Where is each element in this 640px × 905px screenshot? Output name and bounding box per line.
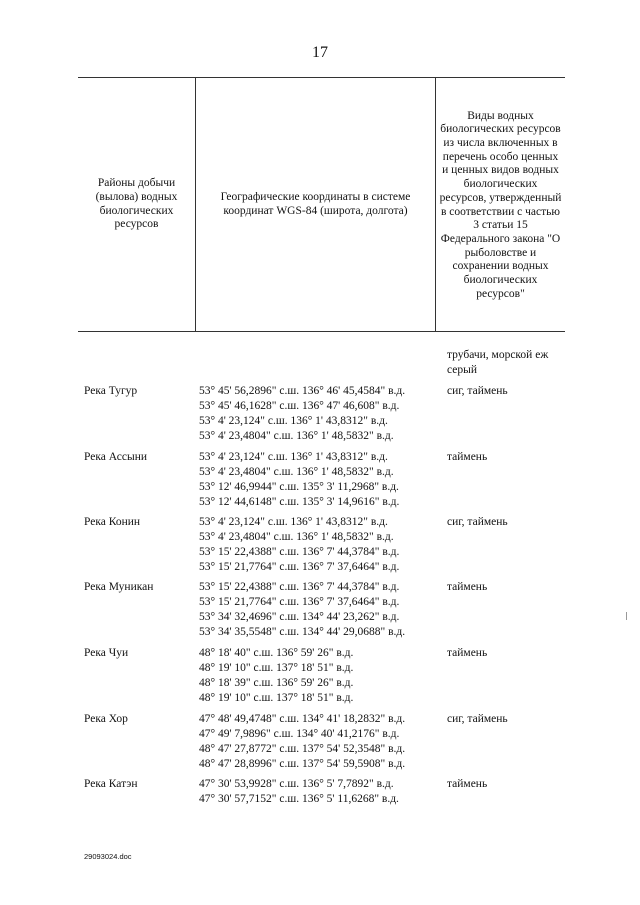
coordinates-cell [199,450,399,510]
species-cell: сиг, таймень [447,516,508,528]
coordinate-line: 47° 49' 7,9896" с.ш. 134° 40' 41,2176" в.д. [199,728,400,740]
species-cell: таймень [447,451,488,463]
coordinate-line: 53° 12' 46,9944" с.ш. 135° 3' 11,2968" в.д. [199,481,399,493]
coordinates-cell [199,515,399,575]
region-name: Река Ассыни [84,451,148,463]
region-name: Река Муникан [84,581,154,593]
coordinate-line: 53° 4' 23,4804" с.ш. 136° 1' 48,5832" в.д. [199,531,394,543]
header-region-column: Районы добычи (вылова) водных биологических ресурсов [78,78,196,332]
species-cell: таймень [447,778,488,790]
scan-edge-mark [626,612,627,620]
region-name: Река Конин [84,516,141,528]
coordinates-cell [199,777,399,807]
species-cell: сиг, таймень [447,385,508,397]
coordinate-line: 53° 45' 56,2896" с.ш. 136° 46' 45,4584" в.д. [199,385,406,397]
coordinates-cell [199,712,405,772]
coordinate-line: 53° 15' 21,7764" с.ш. 136° 7' 37,6464" в.д. [199,561,400,573]
coordinate-line: 53° 34' 32,4696" с.ш. 134° 44' 23,262" в.д. [199,611,400,623]
coordinate-line: 53° 4' 23,4804" с.ш. 136° 1' 48,5832" в.д. [199,430,394,442]
continued-species-line: серый [447,364,477,376]
table-header [78,77,565,332]
coordinates-cell [199,646,353,706]
region-name: Река Тугур [84,385,138,397]
coordinate-line: 53° 4' 23,124" с.ш. 136° 1' 43,8312" в.д. [199,451,388,463]
coordinate-line: 53° 15' 22,4388" с.ш. 136° 7' 44,3784" в.д. [199,546,400,558]
region-name: Река Чуи [84,647,129,659]
species-cell: таймень [447,581,488,593]
coordinate-line: 47° 30' 53,9928" с.ш. 136° 5' 7,7892" в.д. [199,778,394,790]
coordinate-line: 47° 30' 57,7152" с.ш. 136° 5' 11,6268" в.д. [199,793,399,805]
coordinate-line: 53° 15' 21,7764" с.ш. 136° 7' 37,6464" в.д. [199,596,400,608]
coordinate-line: 48° 18' 39" с.ш. 136° 59' 26" в.д. [199,677,354,689]
coordinate-line: 48° 18' 40" с.ш. 136° 59' 26" в.д. [199,647,354,659]
document-filename: 29093024.doc [84,852,132,861]
region-name: Река Хор [84,713,128,725]
coordinate-line: 48° 19' 10" с.ш. 137° 18' 51" в.д. [199,692,354,704]
page-number: 17 [312,44,328,61]
coordinate-line: 47° 48' 49,4748" с.ш. 134° 41' 18,2832" в.д. [199,713,406,725]
coordinate-line: 48° 19' 10" с.ш. 137° 18' 51" в.д. [199,662,354,674]
species-cell: таймень [447,647,488,659]
coordinates-cell [199,580,405,640]
coordinate-line: 53° 34' 35,5548" с.ш. 134° 44' 29,0688" в.д. [199,626,406,638]
continued-species-line: трубачи, морской еж [447,349,549,361]
coordinate-line: 48° 47' 28,8996" с.ш. 137° 54' 59,5908" в.д. [199,758,406,770]
coordinate-line: 53° 4' 23,124" с.ш. 136° 1' 43,8312" в.д. [199,415,388,427]
coordinate-line: 53° 45' 46,1628" с.ш. 136° 47' 46,608" в.д. [199,400,400,412]
coordinate-line: 53° 4' 23,4804" с.ш. 136° 1' 48,5832" в.д. [199,466,394,478]
header-coordinates-column: Географические координаты в системе координат WGS-84 (широта, долгота) [196,78,436,332]
coordinate-line: 48° 47' 27,8772" с.ш. 137° 54' 52,3548" в.д. [199,743,406,755]
coordinate-line: 53° 15' 22,4388" с.ш. 136° 7' 44,3784" в.д. [199,581,400,593]
coordinate-line: 53° 4' 23,124" с.ш. 136° 1' 43,8312" в.д. [199,516,388,528]
species-cell: сиг, таймень [447,713,508,725]
coordinate-line: 53° 12' 44,6148" с.ш. 135° 3' 14,9616" в.д. [199,496,400,508]
region-name: Река Катэн [84,778,138,790]
coordinates-cell [199,384,405,444]
continued-species-text [447,348,587,378]
header-species-column: Виды водных биологических ресурсов из числа включенных в перечень особо ценных и ценных видов водных биологических ресурсов, утвержденный в соответствии с частью 3 статьи 15 Федерального закона "О рыболовстве и сохранении водных биологических ресурсов" [436,78,566,332]
